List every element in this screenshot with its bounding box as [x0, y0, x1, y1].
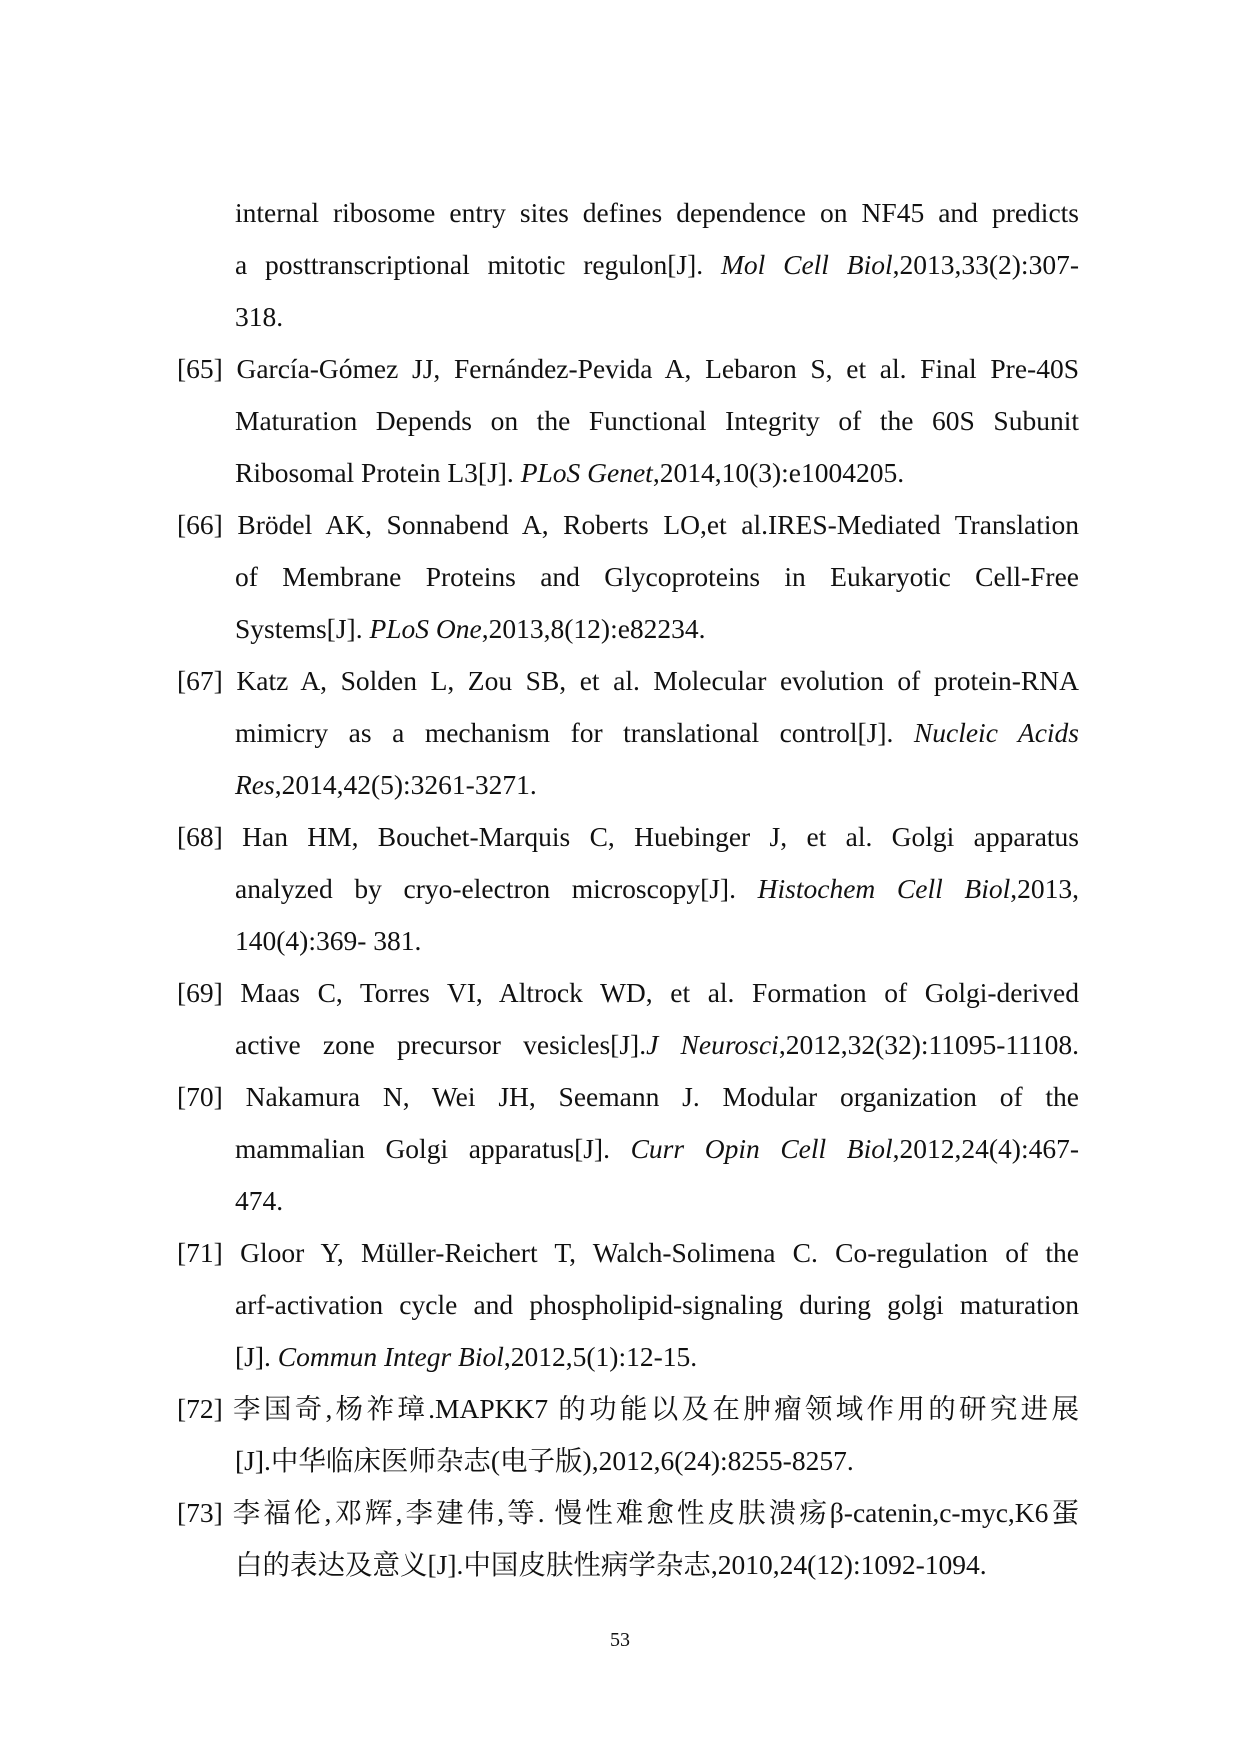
reference-line-first [177, 811, 1079, 863]
reference-line-first [177, 1383, 1079, 1435]
reference-line [177, 915, 1079, 967]
reference-text: 318. [235, 301, 284, 332]
reference-text: Systems[J]. [235, 613, 370, 644]
reference-text: active zone precursor vesicles[J]. [235, 1029, 647, 1060]
reference-text: [65] García-Gómez JJ, Fernández-Pevida A, Lebaron S, et al. Final Pre-40S [177, 353, 1079, 384]
reference-text: ,2012,5(1):12-15. [503, 1341, 698, 1372]
reference-line [177, 707, 1079, 759]
reference-line [177, 395, 1079, 447]
reference-line [177, 1331, 1079, 1383]
reference-line [177, 863, 1079, 915]
reference-text: ,2014,42(5):3261-3271. [274, 769, 537, 800]
reference-text: 474. [235, 1185, 284, 1216]
journal-name: Mol Cell Biol [721, 249, 893, 280]
page-number: 53 [610, 1629, 630, 1651]
reference-line [177, 1175, 1079, 1227]
reference-line [177, 759, 1079, 811]
reference-text: analyzed by cryo-electron microscopy[J]. [235, 873, 758, 904]
journal-name: PLoS One [369, 613, 482, 644]
reference-line-first [177, 1487, 1079, 1539]
reference-line [177, 239, 1079, 291]
reference-text: [69] Maas C, Torres VI, Altrock WD, et al. Formation of Golgi-derived [177, 977, 1079, 1008]
reference-line-first [177, 343, 1079, 395]
reference-text: ,2013,33(2):307- [892, 249, 1079, 280]
reference-line [177, 603, 1079, 655]
reference-line-first [177, 1071, 1079, 1123]
reference-list [177, 187, 1079, 1591]
reference-text: [70] Nakamura N, Wei JH, Seemann J. Modular organization of the [177, 1081, 1079, 1112]
journal-name: Res [235, 769, 275, 800]
journal-name: Commun Integr Biol [277, 1341, 504, 1372]
reference-text: arf-activation cycle and phospholipid-signaling during golgi maturation [235, 1289, 1079, 1320]
reference-line [177, 1539, 1079, 1591]
reference-line [177, 1435, 1079, 1487]
reference-text: [J].中华临床医师杂志(电子版),2012,6(24):8255-8257. [235, 1445, 854, 1476]
reference-line [177, 291, 1079, 343]
reference-text: [67] Katz A, Solden L, Zou SB, et al. Molecular evolution of protein-RNA [177, 665, 1079, 696]
reference-line [177, 1123, 1079, 1175]
reference-text: Maturation Depends on the Functional Integrity of the 60S Subunit [235, 405, 1079, 436]
reference-line [177, 1019, 1079, 1071]
reference-text: [72] 李国奇,杨祚璋.MAPKK7 的功能以及在肿瘤领域作用的研究进展 [177, 1393, 1079, 1424]
reference-text: of Membrane Proteins and Glycoproteins in Eukaryotic Cell-Free [235, 561, 1079, 592]
reference-text: ,2013, [1010, 873, 1079, 904]
reference-text: internal ribosome entry sites defines dependence on NF45 and predicts [235, 197, 1079, 228]
journal-name: Histochem Cell Biol [757, 873, 1011, 904]
reference-text: 140(4):369- 381. [235, 925, 422, 956]
reference-text: a posttranscriptional mitotic regulon[J]. [235, 249, 721, 280]
reference-text: mammalian Golgi apparatus[J]. [235, 1133, 631, 1164]
journal-name: Curr Opin Cell Biol [630, 1133, 893, 1164]
reference-text: ,2014,10(3):e1004205. [652, 457, 905, 488]
reference-text: 白的表达及意义[J].中国皮肤性病学杂志,2010,24(12):1092-1094. [235, 1549, 987, 1580]
reference-text: mimicry as a mechanism for translational control[J]. [235, 717, 914, 748]
reference-line-first [177, 967, 1079, 1019]
reference-line [177, 551, 1079, 603]
reference-text: [66] Brödel AK, Sonnabend A, Roberts LO,et al.IRES-Mediated Translation [177, 509, 1079, 540]
reference-line-first [177, 655, 1079, 707]
reference-text: [71] Gloor Y, Müller-Reichert T, Walch-Solimena C. Co-regulation of the [177, 1237, 1079, 1268]
reference-line-first [177, 499, 1079, 551]
reference-line [177, 187, 1079, 239]
reference-text: [73] 李福伦,邓辉,李建伟,等. 慢性难愈性皮肤溃疡β-catenin,c-myc,K6蛋 [177, 1497, 1079, 1528]
reference-text: Ribosomal Protein L3[J]. [235, 457, 521, 488]
reference-text: ,2012,32(32):11095-11108. [778, 1029, 1080, 1060]
journal-name: Nucleic Acids [913, 717, 1080, 748]
reference-text: [J]. [235, 1341, 278, 1372]
reference-text: ,2013,8(12):e82234. [481, 613, 706, 644]
reference-line-first [177, 1227, 1079, 1279]
reference-text: ,2012,24(4):467- [892, 1133, 1079, 1164]
journal-name: J Neurosci [646, 1029, 779, 1060]
reference-line [177, 447, 1079, 499]
reference-line [177, 1279, 1079, 1331]
journal-name: PLoS Genet [520, 457, 653, 488]
reference-text: [68] Han HM, Bouchet-Marquis C, Huebinger J, et al. Golgi apparatus [177, 821, 1079, 852]
